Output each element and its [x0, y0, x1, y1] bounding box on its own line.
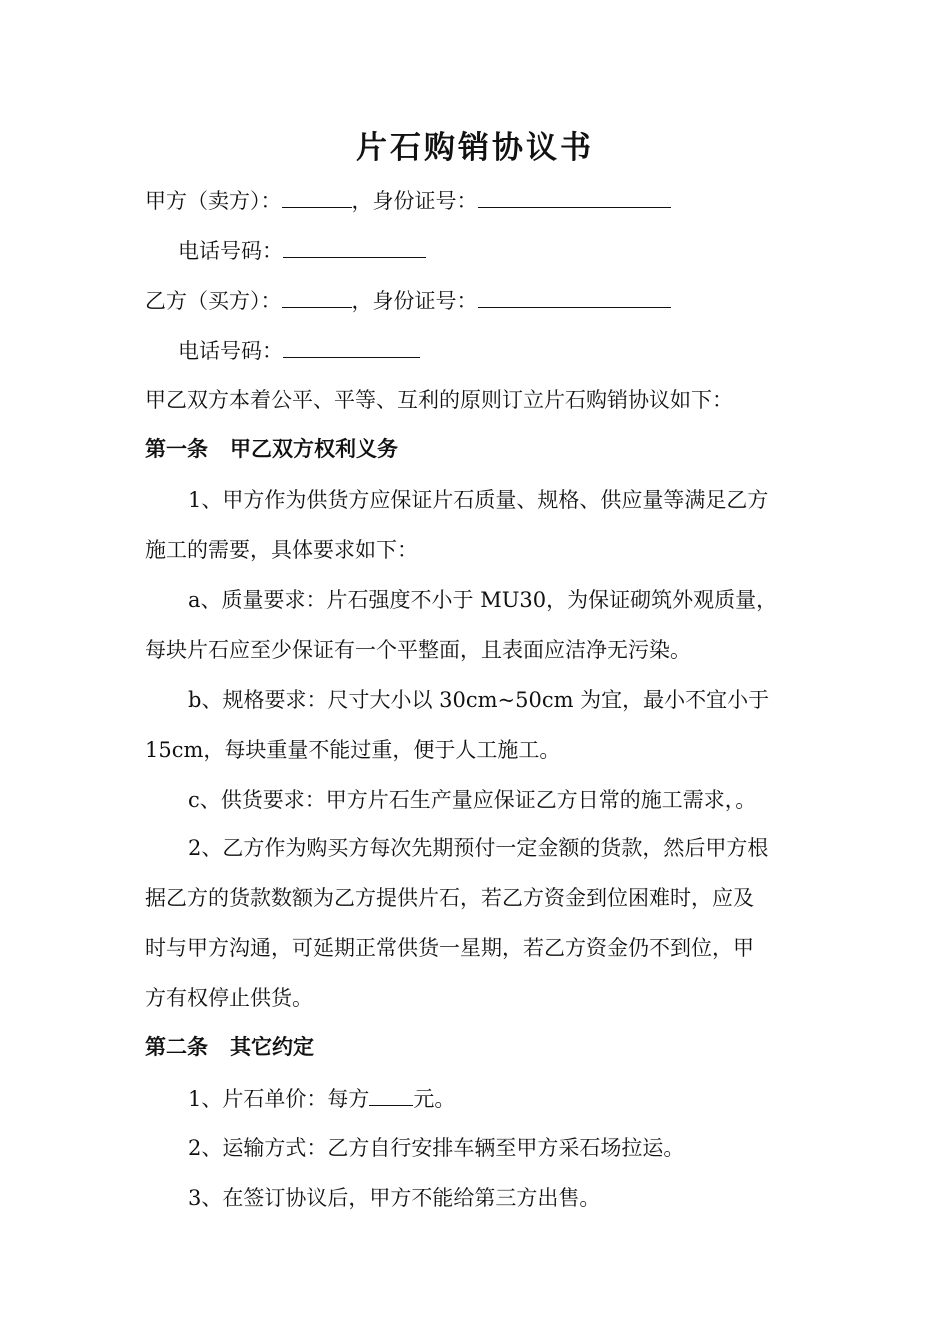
party-b-name-blank[interactable]: [282, 285, 352, 308]
requirement-a-line-2: 每块片石应至少保证有一个平整面，且表面应洁净无污染。: [145, 638, 691, 662]
article-2-number: 第二条: [145, 1034, 208, 1059]
unit-price-label: 1、片石单价：每方: [188, 1087, 370, 1111]
article-1-para-2-line-1: 2、乙方作为购买方每次先期预付一定金额的货款，然后甲方根: [188, 836, 769, 860]
party-a-id-blank[interactable]: [478, 185, 671, 208]
party-b-comma: ，: [351, 289, 373, 313]
article-1-number: 第一条: [145, 436, 208, 461]
party-b-phone-blank[interactable]: [283, 335, 420, 358]
party-b-label: 乙方（买方）：: [145, 289, 282, 313]
requirement-a-line-1: a、质量要求：片石强度不小于 MU30，为保证砌筑外观质量，: [188, 588, 778, 612]
article-1-title: 甲乙双方权利义务: [230, 436, 398, 461]
party-b-id-blank[interactable]: [478, 285, 671, 308]
party-a-comma: ，: [351, 189, 373, 213]
party-a-line: [145, 185, 810, 216]
article-2-item-3: 3、在签订协议后，甲方不能给第三方出售。: [188, 1186, 601, 1210]
party-b-phone-label: 电话号码：: [178, 339, 283, 363]
requirement-b-line-2: 15cm，每块重量不能过重，便于人工施工。: [145, 738, 561, 762]
unit-price-suffix: 元。: [413, 1087, 456, 1111]
article-2-title: 其它约定: [230, 1034, 314, 1059]
article-1-para-2-line-3: 时与甲方沟通，可延期正常供货一星期，若乙方资金仍不到位，甲: [145, 936, 754, 960]
party-b-line: [145, 285, 810, 316]
article-2-item-1: [188, 1083, 810, 1114]
party-a-phone-label: 电话号码：: [178, 239, 283, 263]
article-2-heading: [145, 1032, 810, 1062]
article-1-para-1-line-1: 1、甲方作为供货方应保证片石质量、规格、供应量等满足乙方: [188, 488, 769, 512]
party-a-name-blank[interactable]: [282, 185, 352, 208]
party-a-phone-line: [178, 235, 843, 266]
article-1-para-2-line-4: 方有权停止供货。: [145, 986, 313, 1010]
document-title: 片石购销协议书: [356, 130, 594, 166]
article-1-para-1-line-2: 施工的需要，具体要求如下：: [145, 538, 418, 562]
article-2-item-2: 2、运输方式：乙方自行安排车辆至甲方采石场拉运。: [188, 1136, 685, 1160]
article-1-para-2-line-2: 据乙方的货款数额为乙方提供片石，若乙方资金到位困难时，应及: [145, 886, 754, 910]
requirement-c-line-1: c、供货要求：甲方片石生产量应保证乙方日常的施工需求，。: [188, 788, 757, 812]
party-a-id-label: 身份证号：: [372, 189, 478, 213]
requirement-b-line-1: b、规格要求：尺寸大小以 30cm~50cm 为宜，最小不宜小于: [188, 688, 770, 712]
party-b-phone-line: [178, 335, 843, 366]
intro-text: 甲乙双方本着公平、平等、互利的原则订立片石购销协议如下：: [145, 388, 733, 412]
article-1-heading: [145, 434, 810, 464]
party-a-label: 甲方（卖方）：: [145, 189, 282, 213]
party-b-id-label: 身份证号：: [372, 289, 478, 313]
unit-price-blank[interactable]: [369, 1083, 413, 1106]
party-a-phone-blank[interactable]: [283, 235, 426, 258]
